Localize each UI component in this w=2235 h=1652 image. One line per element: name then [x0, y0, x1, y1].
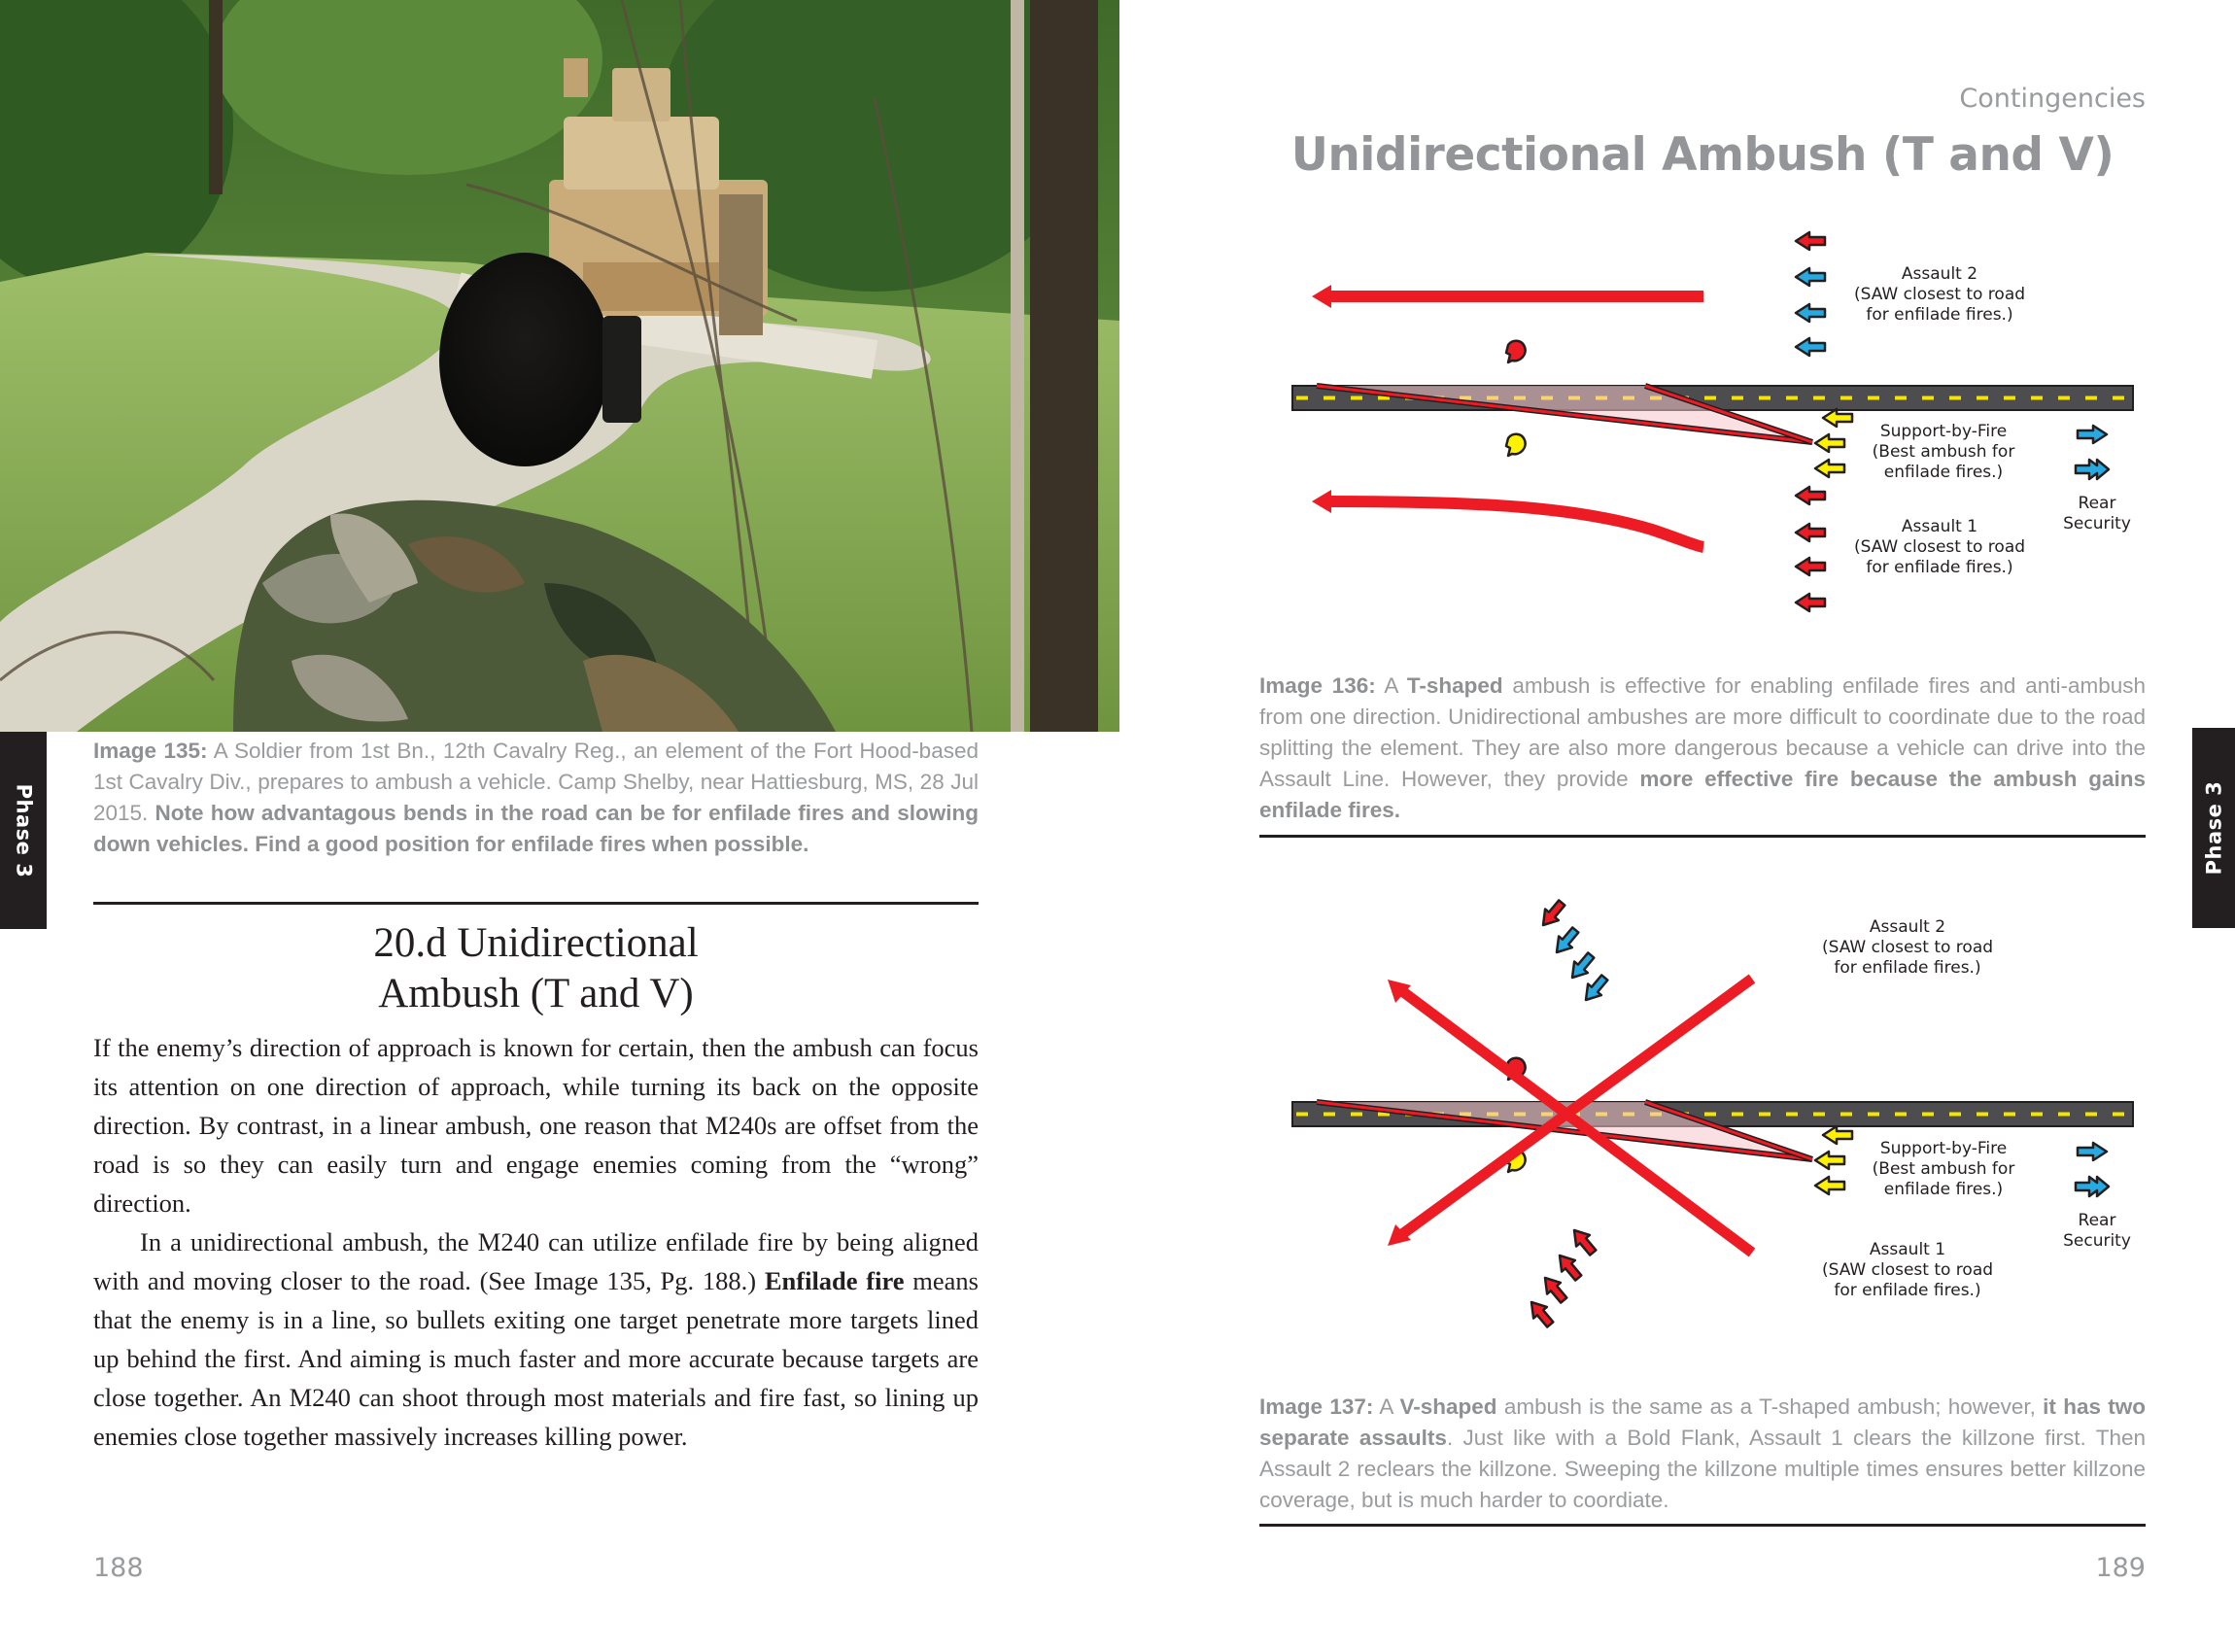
- support-by-fire-icons: [1815, 409, 1852, 477]
- svg-text:Assault 2: Assault 2: [1901, 264, 1978, 284]
- phase-tab-right: [2192, 728, 2235, 928]
- paragraph-2-start: In a unidirectional ambush, the M240 can utilize enfilade fire by being aligned with and moving closer to the road. (See Image 135, Pg. 188.): [93, 1227, 979, 1295]
- svg-text:Security: Security: [2063, 514, 2131, 533]
- support-by-fire-label: [1873, 1139, 2015, 1199]
- caption-divider: [1259, 1524, 2146, 1527]
- assault-1-icons: [1796, 487, 1825, 611]
- assault-1-label: [1822, 1240, 1993, 1300]
- t-shaped-ambush-diagram: [1283, 219, 2157, 627]
- assault-1-direction-arrow: [1312, 490, 1703, 547]
- photo-illustration: [0, 0, 1119, 732]
- observer-icon: [1506, 434, 1526, 456]
- svg-text:Security: Security: [2063, 1231, 2131, 1251]
- page-number-right: 189: [2095, 1553, 2146, 1583]
- caption-text: . Just like with a Bold Flank, Assault 1 clears the killzone first. Then Assault 2 reclears the killzone. Sweeping the killzone multiple times ensures better killzone coverage, but is much harder to coordiate.: [1259, 1426, 2146, 1512]
- svg-text:(SAW closest to road: (SAW closest to road: [1821, 1260, 1994, 1280]
- caption-bold-text: more effective fire because the ambush gains enfilade fires.: [1259, 767, 2146, 822]
- assault-2-direction-arrow: [1312, 285, 1703, 308]
- paragraph-2-end: means that the enemy is in a line, so bullets exiting one target penetrate more targets lined up behind the first. And aiming is much faster and more accurate because targets are close together. An M240 can shoot through most materials and fire fast, so lining up enemies close together massively increases killing power.: [93, 1266, 979, 1451]
- assault-1-icons: [1525, 1224, 1599, 1330]
- body-paragraph-1: If the enemy’s direction of approach is known for certain, then the ambush can focus its attention on one direction of approach, while turning its back on the opposite direction. By contrast, in a linear ambush, one reason that M240s are offset from the road is so they can easily turn and engage enemies coming from the “wrong” direction.: [93, 1033, 979, 1218]
- svg-text:enfilade fires.): enfilade fires.): [1883, 463, 2004, 482]
- rear-security-icons: [2076, 1143, 2109, 1196]
- svg-text:Support-by-Fire: Support-by-Fire: [1879, 422, 2008, 441]
- caption-bold-text: V-shaped: [1399, 1394, 1497, 1419]
- caption-text: ambush is the same as a T-shaped ambush; however,: [1496, 1394, 2044, 1419]
- caption-bold-text: it has two separate assaults: [1259, 1394, 2147, 1450]
- v-shaped-ambush-diagram: [1283, 884, 2157, 1341]
- support-by-fire-icons: [1815, 1126, 1852, 1194]
- section-heading-line1: 20.d Unidirectional: [373, 920, 699, 966]
- assault-2-label: [1854, 264, 2025, 325]
- caption-label: Image 137:: [1259, 1394, 1374, 1419]
- rear-security-label: [2063, 1211, 2131, 1251]
- svg-text:(SAW closest to road: (SAW closest to road: [1853, 285, 2026, 304]
- image-135-caption: [93, 736, 979, 860]
- body-paragraph-2: [93, 1222, 979, 1456]
- section-heading: [93, 918, 979, 1019]
- caption-text: ambush is effective for enabling enfilade fires and anti-ambush from one direction. Unidirectional ambushes are more difficult to coordinate due to the road splitting the element. They are also more dangerous because a vehicle can drive into the Assault Line. However, they provide: [1259, 673, 2146, 791]
- soldier-ambush-photo: [0, 0, 1119, 732]
- caption-divider: [1259, 835, 2146, 838]
- rear-security-label: [2063, 494, 2131, 533]
- svg-text:Assault 2: Assault 2: [1869, 917, 1946, 937]
- running-head: Contingencies: [1959, 84, 2146, 114]
- caption-bold-text: Note how advantagous bends in the road can be for enfilade fires and slowing down vehicles. Find a good position for enfilade fires when possible.: [93, 801, 979, 856]
- caption-text: A: [1375, 673, 1407, 698]
- term-enfilade-fire: Enfilade fire: [764, 1266, 905, 1295]
- phase-tab-left: [0, 732, 47, 929]
- assault-2-icons: [1536, 897, 1611, 1006]
- svg-text:for enfilade fires.): for enfilade fires.): [1866, 558, 2013, 577]
- enemy-icon: [1506, 341, 1526, 362]
- svg-text:for enfilade fires.): for enfilade fires.): [1834, 1281, 1981, 1300]
- svg-text:(Best ambush for: (Best ambush for: [1872, 1159, 2015, 1179]
- svg-text:Rear: Rear: [2078, 1211, 2116, 1230]
- svg-text:Assault 1: Assault 1: [1901, 517, 1978, 536]
- caption-bold-text: T-shaped: [1406, 673, 1503, 698]
- svg-text:Rear: Rear: [2078, 494, 2116, 513]
- caption-text: A: [1373, 1394, 1400, 1419]
- svg-text:Assault 1: Assault 1: [1869, 1240, 1946, 1259]
- phase-tab-label: Phase 3: [2202, 780, 2225, 876]
- body-text: [93, 1028, 979, 1456]
- rear-security-icons: [2076, 426, 2109, 479]
- assault-1-label: [1854, 517, 2025, 577]
- phase-tab-label: Phase 3: [12, 783, 35, 878]
- section-heading-line2: Ambush (T and V): [378, 971, 694, 1016]
- svg-text:(Best ambush for: (Best ambush for: [1872, 442, 2015, 462]
- caption-divider: [93, 902, 979, 905]
- assault-2-label: [1822, 917, 1993, 978]
- svg-text:(SAW closest to road: (SAW closest to road: [1821, 938, 1994, 957]
- caption-text: A Soldier from 1st Bn., 12th Cavalry Reg., an element of the Fort Hood-based 1st Cavalry Div., prepares to ambush a vehicle. Camp Shelby, near Hattiesburg, MS, 28 Jul 2015.: [93, 739, 979, 825]
- assault-2-icons: [1796, 232, 1825, 356]
- page-title: Unidirectional Ambush (T and V): [1290, 128, 2115, 182]
- svg-text:(SAW closest to road: (SAW closest to road: [1853, 537, 2026, 557]
- svg-text:enfilade fires.): enfilade fires.): [1883, 1180, 2004, 1199]
- support-by-fire-label: [1873, 422, 2015, 482]
- image-136-caption: [1259, 671, 2146, 826]
- image-137-caption: [1259, 1392, 2146, 1516]
- svg-text:Support-by-Fire: Support-by-Fire: [1879, 1139, 2008, 1158]
- caption-label: Image 136:: [1259, 673, 1376, 698]
- svg-text:for enfilade fires.): for enfilade fires.): [1866, 305, 2013, 325]
- caption-label: Image 135:: [93, 739, 208, 763]
- svg-text:for enfilade fires.): for enfilade fires.): [1834, 958, 1981, 978]
- page-number-left: 188: [93, 1553, 144, 1583]
